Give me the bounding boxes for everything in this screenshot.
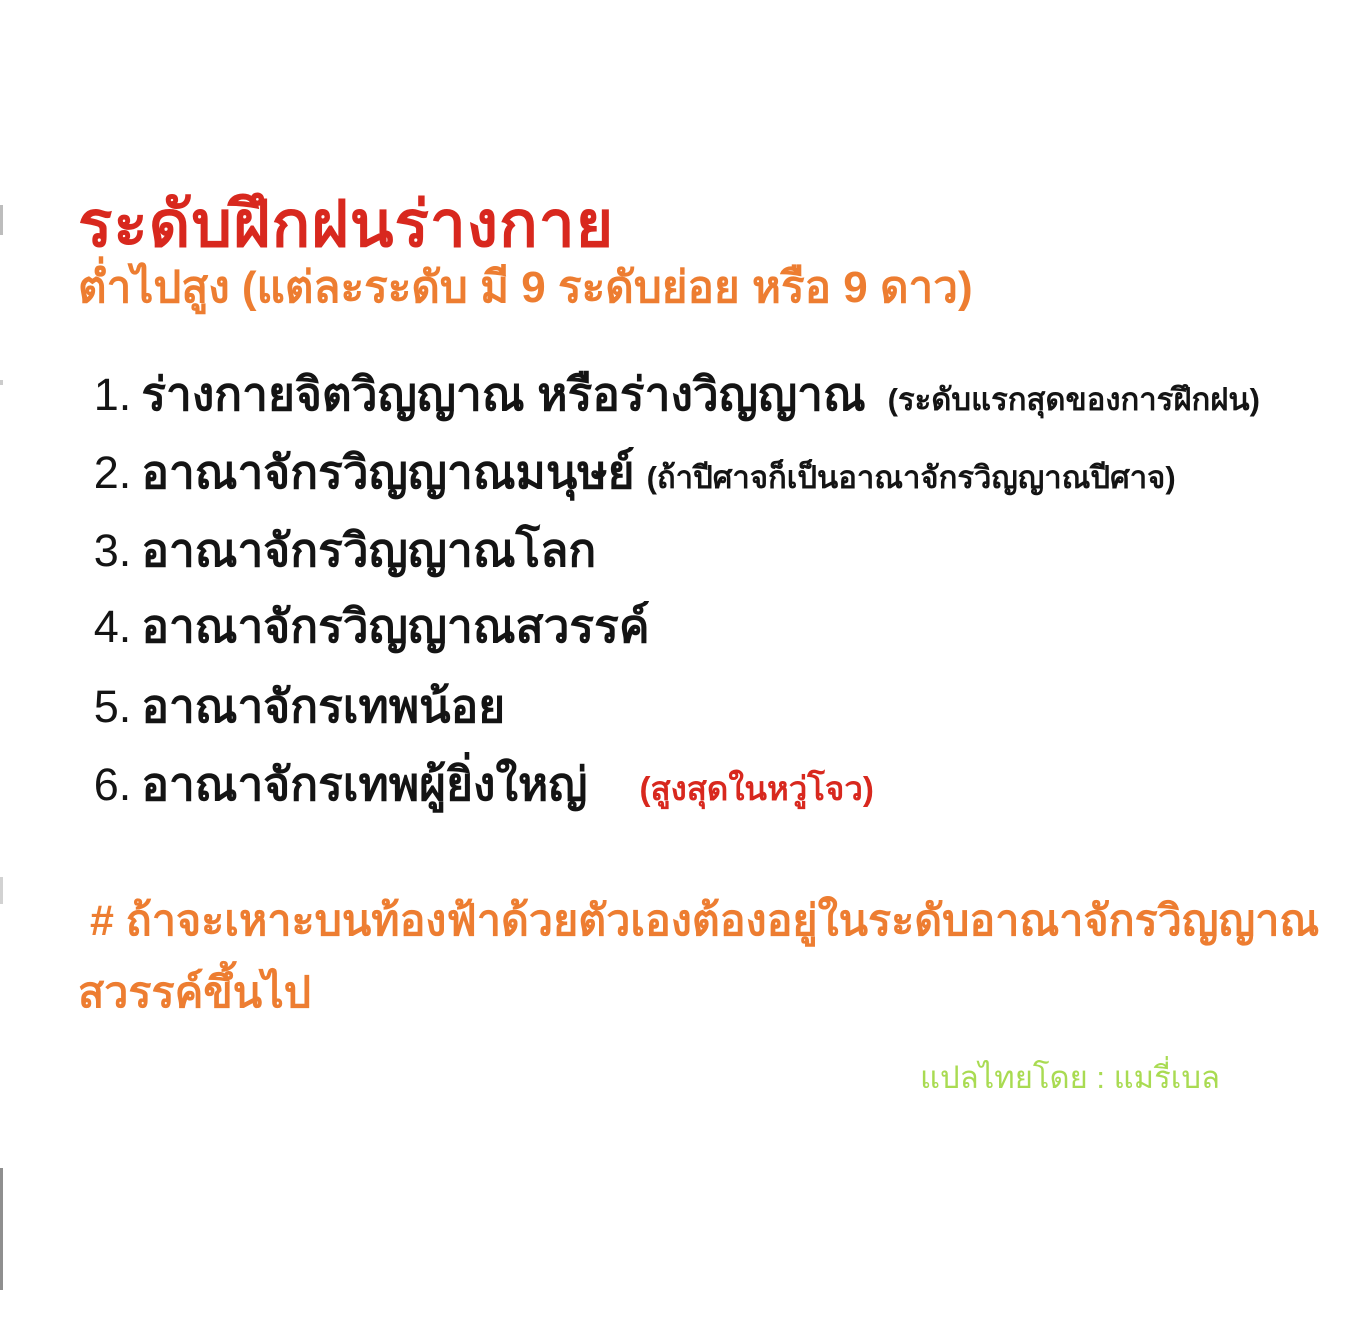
scan-artifact [0,1168,3,1290]
item-number: 1. [93,369,132,421]
item-number: 2. [93,447,132,499]
item-note: (ระดับแรกสุดของการฝึกฝน) [887,382,1260,418]
item-name: อาณาจักรวิญญาณสวรรค์ [141,600,650,653]
list-item-6 [76,730,874,839]
footnote-line-2: สวรรค์ขึ้นไป [78,969,312,1017]
item-number: 4. [93,601,132,653]
item-name: อาณาจักรเทพผู้ยิ่งใหญ่ [141,758,588,811]
item-note: (สูงสุดในหวู่โจว) [639,770,874,808]
item-name: อาณาจักรวิญญาณมนุษย์ [141,446,635,499]
item-name: อาณาจักรวิญญาณโลก [141,524,597,577]
subtitle: ต่ำไปสูง (แต่ละระดับ มี 9 ระดับย่อย หรือ 9 ดาว) [78,263,973,312]
item-name: ร่างกายจิตวิญญาณ หรือร่างวิญญาณ [141,368,866,421]
item-name: อาณาจักรเทพน้อย [141,680,506,733]
footnote-line-1: # ถ้าจะเหาะบนท้องฟ้าด้วยตัวเองต้องอยู่ในระดับอาณาจักรวิญญาณ [78,897,1320,945]
translator-credit: แปลไทยโดย : แมรี่เบล [920,1060,1220,1095]
scan-artifact [0,205,3,235]
item-number: 5. [93,681,132,733]
item-number: 6. [93,759,132,811]
item-note: (ถ้าปีศาจก็เป็นอาณาจักรวิญญาณปีศาจ) [646,460,1176,496]
scan-artifact [0,380,3,385]
page-title: ระดับฝึกฝนร่างกาย [78,187,615,260]
scan-artifact [0,877,3,904]
item-number: 3. [93,525,132,577]
